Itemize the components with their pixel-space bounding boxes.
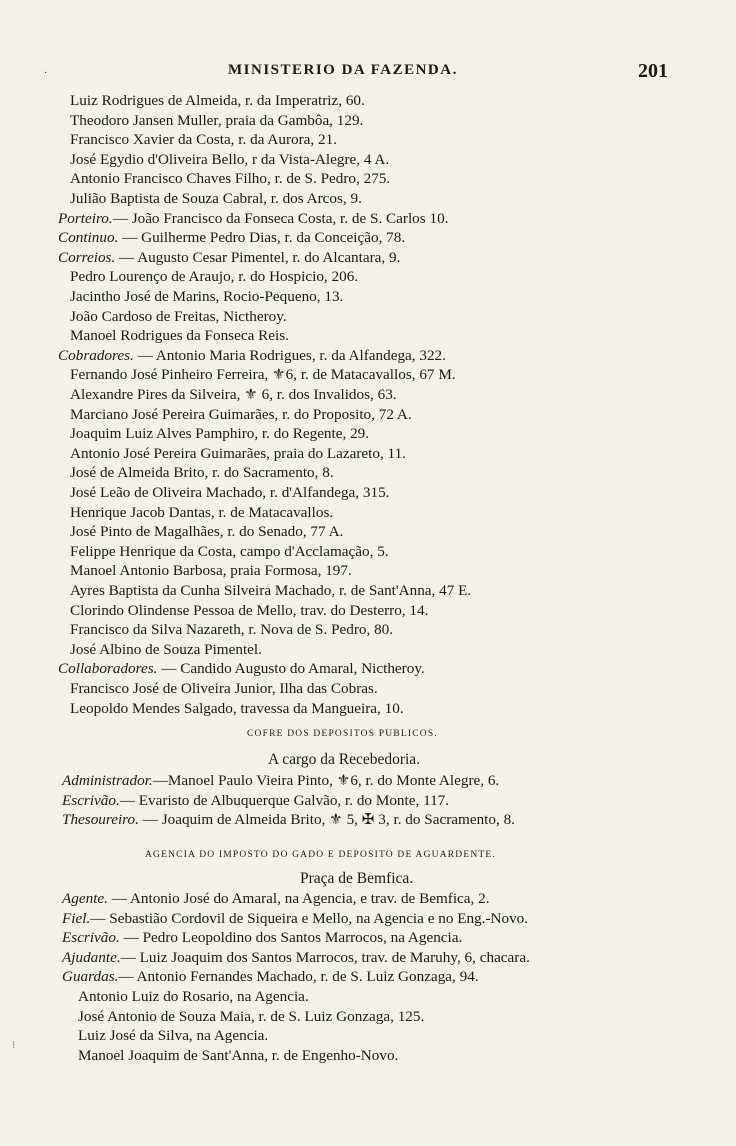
entry-text: Theodoro Jansen Muller, praia da Gambôa, 129. xyxy=(70,111,364,129)
entry-line xyxy=(70,112,363,130)
entry-line xyxy=(70,562,352,580)
entry-line xyxy=(62,811,515,829)
margin-mark-icon: ⁝ xyxy=(12,1040,16,1051)
entry-text: João Cardoso de Freitas, Nictheroy. xyxy=(70,307,287,325)
entry-text: Marciano José Pereira Guimarães, r. do Proposito, 72 A. xyxy=(70,405,412,423)
entry-line xyxy=(70,523,343,541)
entry-text: Francisco Xavier da Costa, r. da Aurora, 21. xyxy=(70,131,337,149)
entry-role: Correios. xyxy=(58,248,116,266)
entry-text: — João Francisco da Fonseca Costa, r. de S. Carlos 10. xyxy=(112,209,449,227)
entry-text: José de Almeida Brito, r. do Sacramento, 8. xyxy=(70,464,334,482)
entry-text: Antonio Francisco Chaves Filho, r. de S. Pedro, 275. xyxy=(70,170,391,188)
entry-line xyxy=(70,366,456,384)
entry-line xyxy=(62,792,449,810)
entry-line xyxy=(58,660,425,678)
entry-text: — Evaristo de Albuquerque Galvão, r. do Monte, 117. xyxy=(119,791,450,809)
entry-text: Manoel Rodrigues da Fonseca Reis. xyxy=(70,327,289,345)
entry-text: — Luiz Joaquim dos Santos Marrocos, trav. de Maruhy, 6, chacara. xyxy=(120,948,530,966)
section-title-cofre: COFRE DOS DEPOSITOS PUBLICOS. xyxy=(247,729,438,739)
entry-line xyxy=(70,406,412,424)
entry-text: Antonio José Pereira Guimarães, praia do Lazareto, 11. xyxy=(70,444,406,462)
entry-role: Escrivão. xyxy=(62,791,120,809)
entry-role: Guardas. xyxy=(62,968,119,986)
entry-line xyxy=(70,327,289,345)
running-title: MINISTERIO DA FAZENDA. xyxy=(228,62,458,78)
entry-text: —Manoel Paulo Vieira Pinto, ⚜6, r. do Monte Alegre, 6. xyxy=(152,772,500,789)
entry-role: Ajudante. xyxy=(62,948,121,966)
page-header xyxy=(0,62,736,86)
entry-text: — Joaquim de Almeida Brito, ⚜ 5, ✠ 3, r. do Sacramento, 8. xyxy=(138,811,515,829)
entry-line xyxy=(70,131,337,149)
entry-text: — Antonio José do Amaral, na Agencia, e trav. de Bemfica, 2. xyxy=(107,890,490,907)
entry-text: Pedro Lourenço de Araujo, r. do Hospicio, 206. xyxy=(70,268,359,286)
entry-line xyxy=(62,929,462,947)
entry-text: Ayres Baptista da Cunha Silveira Machado, r. de Sant'Anna, 47 E. xyxy=(70,582,472,599)
entry-text: José Egydio d'Oliveira Bello, r da Vista-Alegre, 4 A. xyxy=(70,150,390,168)
entry-line xyxy=(70,170,390,188)
entry-text: Joaquim Luiz Alves Pamphiro, r. do Regente, 29. xyxy=(70,425,370,443)
entry-text: Clorindo Olindense Pessoa de Mello, trav. do Desterro, 14. xyxy=(70,601,429,619)
entry-text: Alexandre Pires da Silveira, ⚜ 6, r. dos Invalidos, 63. xyxy=(70,386,397,403)
entry-text: José Leão de Oliveira Machado, r. d'Alfandega, 315. xyxy=(70,484,390,501)
entry-line xyxy=(70,386,397,404)
entry-text: — Pedro Leopoldino dos Santos Marrocos, na Agencia. xyxy=(119,929,463,947)
entry-line xyxy=(70,680,378,698)
entry-line xyxy=(62,968,479,986)
entry-text: Julião Baptista de Souza Cabral, r. dos Arcos, 9. xyxy=(70,190,362,207)
entry-line xyxy=(62,949,530,967)
entry-text: Francisco José de Oliveira Junior, Ilha das Cobras. xyxy=(70,680,378,697)
entry-line xyxy=(70,582,471,600)
entry-line xyxy=(58,210,448,228)
entry-text: — Sebastião Cordovil de Siqueira e Mello, na Agencia e no Eng.-Novo. xyxy=(90,909,529,927)
entry-line xyxy=(70,151,389,169)
entry-text: Henrique Jacob Dantas, r. de Matacavallos. xyxy=(70,503,334,521)
entry-line xyxy=(70,484,389,502)
entry-line xyxy=(70,621,393,639)
entry-line xyxy=(70,445,406,463)
entry-text: Luiz José da Silva, na Agencia. xyxy=(78,1027,269,1045)
entry-text: Fernando José Pinheiro Ferreira, ⚜6, r. de Matacavallos, 67 M. xyxy=(70,366,456,384)
entry-text: — Antonio Maria Rodrigues, r. da Alfandega, 322. xyxy=(133,346,446,364)
entry-line xyxy=(62,890,490,908)
entry-role: Fiel. xyxy=(62,909,91,927)
entry-line xyxy=(70,308,287,326)
entry-line xyxy=(70,288,343,306)
entry-text: Felippe Henrique da Costa, campo d'Acclamação, 5. xyxy=(70,542,389,560)
entry-text: Antonio Luiz do Rosario, na Agencia. xyxy=(78,988,309,1005)
entry-line xyxy=(78,1008,424,1026)
entry-role: Continuo. xyxy=(58,229,119,247)
entry-line xyxy=(70,464,334,482)
entry-line xyxy=(58,249,400,267)
entry-text: Manoel Antonio Barbosa, praia Formosa, 197. xyxy=(70,562,352,580)
entry-role: Collaboradores. xyxy=(58,660,158,678)
margin-dot-icon: · xyxy=(44,68,48,79)
entry-text: Jacintho José de Marins, Rocio-Pequeno, 13. xyxy=(70,288,344,305)
entry-text: Francisco da Silva Nazareth, r. Nova de S. Pedro, 80. xyxy=(70,621,394,639)
entry-line xyxy=(78,1047,398,1065)
entry-role: Agente. xyxy=(62,890,108,907)
entry-line xyxy=(70,190,362,208)
entry-role: Administrador. xyxy=(62,772,153,789)
entry-line xyxy=(70,425,369,443)
entry-text: — Guilherme Pedro Dias, r. da Conceição, 78. xyxy=(118,229,406,247)
entry-line xyxy=(78,1027,268,1045)
section-title-agencia: AGENCIA DO IMPOSTO DO GADO E DEPOSITO DE AGUARDENTE. xyxy=(145,850,497,860)
entry-text: Manoel Joaquim de Sant'Anna, r. de Engenho-Novo. xyxy=(78,1046,399,1064)
entry-line xyxy=(70,268,358,286)
entry-line xyxy=(58,347,446,365)
entry-text: Luiz Rodrigues de Almeida, r. da Imperatriz, 60. xyxy=(70,92,365,109)
entry-line xyxy=(70,602,428,620)
entry-role: Thesoureiro. xyxy=(62,811,139,829)
section-subtitle-agencia: Praça de Bemfica. xyxy=(300,870,414,887)
entry-line xyxy=(70,641,262,659)
entry-text: — Augusto Cesar Pimentel, r. do Alcantara, 9. xyxy=(115,248,401,266)
entry-role: Porteiro. xyxy=(58,209,113,227)
entry-text: — Antonio Fernandes Machado, r. de S. Luiz Gonzaga, 94. xyxy=(118,968,479,986)
entry-text: José Albino de Souza Pimentel. xyxy=(70,640,262,658)
entry-line xyxy=(70,92,365,110)
entry-line xyxy=(70,700,404,718)
entry-line xyxy=(70,504,333,522)
entry-text: José Pinto de Magalhães, r. do Senado, 77 A. xyxy=(70,523,344,541)
entry-line xyxy=(62,772,499,790)
entry-role: Cobradores. xyxy=(58,346,134,364)
entry-line xyxy=(58,229,405,247)
entry-line xyxy=(70,543,389,561)
entry-text: Leopoldo Mendes Salgado, travessa da Mangueira, 10. xyxy=(70,699,404,717)
entry-line xyxy=(62,910,528,928)
entry-text: José Antonio de Souza Maia, r. de S. Luiz Gonzaga, 125. xyxy=(78,1007,425,1025)
entry-line xyxy=(78,988,309,1006)
entry-text: — Candido Augusto do Amaral, Nictheroy. xyxy=(157,660,425,678)
section-subtitle-cofre: A cargo da Recebedoria. xyxy=(268,751,421,768)
page-number: 201 xyxy=(638,60,668,82)
entry-role: Escrivão. xyxy=(62,929,120,947)
